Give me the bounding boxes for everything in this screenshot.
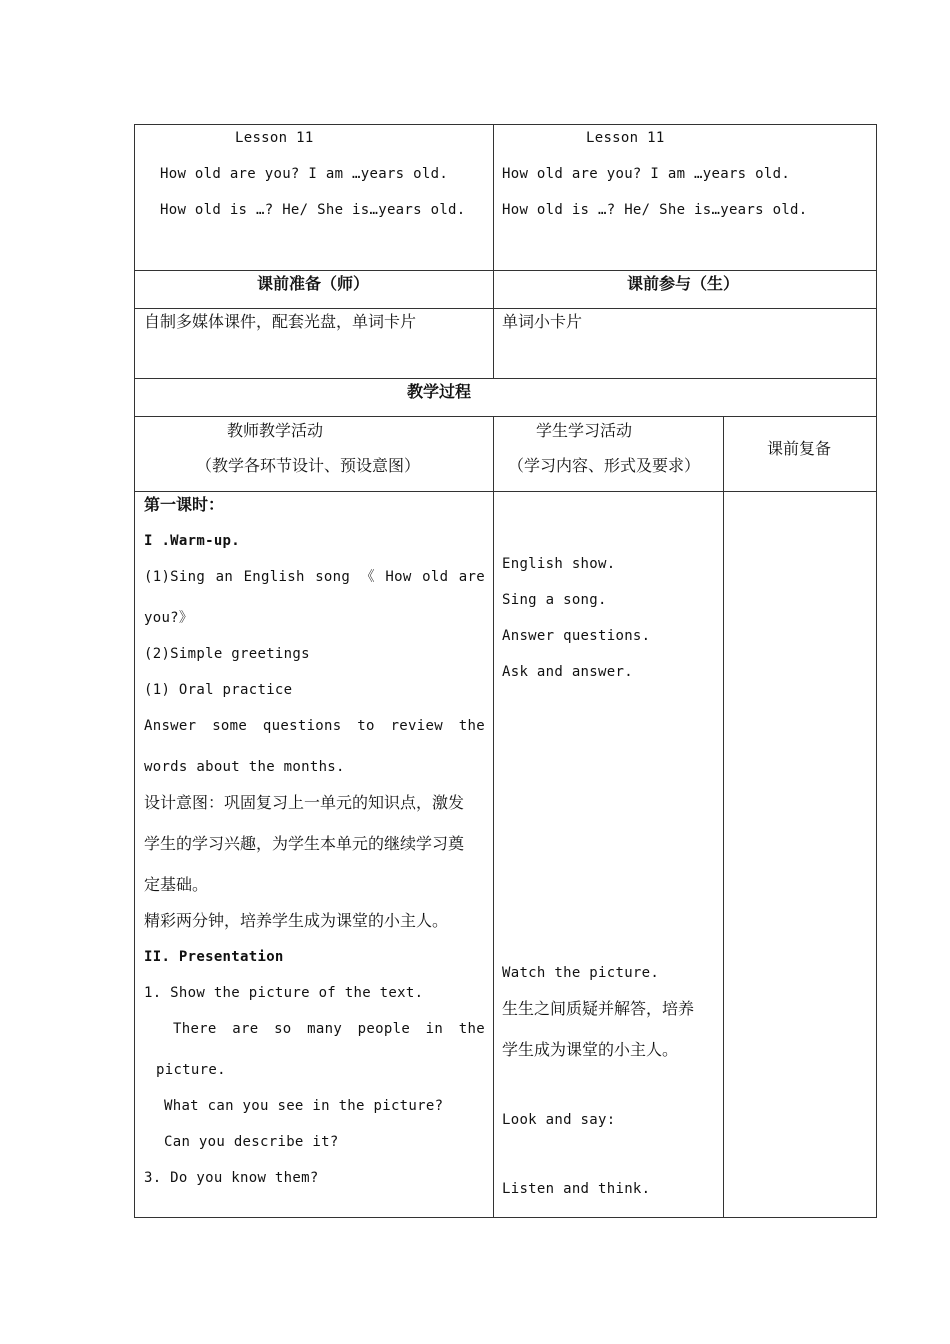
simple-greetings: (2)Simple greetings	[144, 646, 310, 662]
student-peer-questioning: 生生之间质疑并解答，培养	[502, 999, 695, 1018]
row-divider	[134, 491, 877, 492]
word: There	[173, 1021, 217, 1037]
word: to	[357, 718, 375, 734]
teaching-process-heading: 教学过程	[407, 382, 472, 401]
word: English	[243, 569, 305, 585]
many-people-line	[173, 1019, 485, 1039]
teacher-activity-column-subtitle: （教学各环节设计、预设意图）	[196, 456, 421, 475]
student-activity-column-subtitle: （学习内容、形式及要求）	[508, 456, 701, 475]
sing-song-line	[144, 567, 485, 587]
row-divider	[134, 378, 877, 379]
lesson-title-right: Lesson 11	[586, 130, 665, 146]
teacher-prep-content: 自制多媒体课件，配套光盘，单词卡片	[144, 312, 417, 331]
answer-questions-line-end: words about the months.	[144, 759, 345, 775]
show-picture-step: 1. Show the picture of the text.	[144, 985, 424, 1001]
lesson-title-left: Lesson 11	[235, 130, 314, 146]
word: the	[458, 1021, 485, 1037]
word: an	[215, 569, 234, 585]
student-english-show: English show.	[502, 556, 616, 572]
word: review	[390, 718, 443, 734]
student-look-say: Look and say:	[502, 1112, 616, 1128]
design-intent-line: 定基础。	[144, 875, 209, 894]
student-peer-questioning: 学生成为课堂的小主人。	[502, 1040, 679, 1059]
period-label: 第一课时：	[144, 495, 225, 514]
presentation-heading: II. Presentation	[144, 949, 284, 965]
review-column-title: 课前复备	[767, 439, 832, 458]
answer-questions-line	[144, 716, 485, 736]
word: questions	[262, 718, 342, 734]
student-watch-picture: Watch the picture.	[502, 965, 660, 981]
design-intent-line: 学生的学习兴趣，为学生本单元的继续学习奠	[144, 834, 465, 853]
word: How	[385, 569, 412, 585]
oral-practice: (1) Oral practice	[144, 682, 293, 698]
word: old	[422, 569, 449, 585]
lesson-target-line-right: How old are you? I am …years old.	[502, 166, 791, 182]
student-ask-answer: Ask and answer.	[502, 664, 633, 680]
word: 《	[360, 569, 375, 585]
row-divider	[134, 416, 877, 417]
word: song	[315, 569, 351, 585]
word: so	[274, 1021, 292, 1037]
many-people-line-end: picture.	[156, 1062, 226, 1078]
student-answer-questions: Answer questions.	[502, 628, 651, 644]
word: (1)Sing	[144, 569, 206, 585]
what-can-you-see: What can you see in the picture?	[164, 1098, 444, 1114]
warmup-heading: I .Warm-up.	[144, 533, 241, 549]
know-them-step: 3. Do you know them?	[144, 1170, 319, 1186]
word: the	[458, 718, 485, 734]
student-activity-column-title: 学生学习活动	[536, 421, 633, 440]
lesson-target-line-left: How old are you? I am …years old.	[160, 166, 449, 182]
two-minutes-note: 精彩两分钟，培养学生成为课堂的小主人。	[144, 911, 449, 930]
row-divider	[134, 270, 877, 271]
word: are	[458, 569, 485, 585]
column-divider	[723, 416, 724, 1218]
lesson-target-line-right: How old is …? He/ She is…years old.	[502, 202, 808, 218]
word: Answer	[144, 718, 197, 734]
teacher-activity-column-title: 教师教学活动	[227, 421, 324, 440]
sing-song-line-end: you?》	[144, 610, 194, 626]
student-prep-heading: 课前参与（生）	[627, 274, 740, 293]
word: many	[307, 1021, 343, 1037]
column-divider	[493, 416, 494, 1218]
student-sing-song: Sing a song.	[502, 592, 607, 608]
student-listen-think: Listen and think.	[502, 1181, 651, 1197]
design-intent-line: 设计意图：巩固复习上一单元的知识点，激发	[144, 793, 465, 812]
word: are	[232, 1021, 259, 1037]
lesson-target-line-left: How old is …? He/ She is…years old.	[160, 202, 466, 218]
teacher-prep-heading: 课前准备（师）	[257, 274, 370, 293]
student-prep-content: 单词小卡片	[502, 312, 583, 331]
describe-question: Can you describe it?	[164, 1134, 339, 1150]
word: people	[357, 1021, 411, 1037]
row-divider	[134, 308, 877, 309]
column-divider	[493, 124, 494, 378]
word: in	[425, 1021, 444, 1037]
word: some	[212, 718, 248, 734]
